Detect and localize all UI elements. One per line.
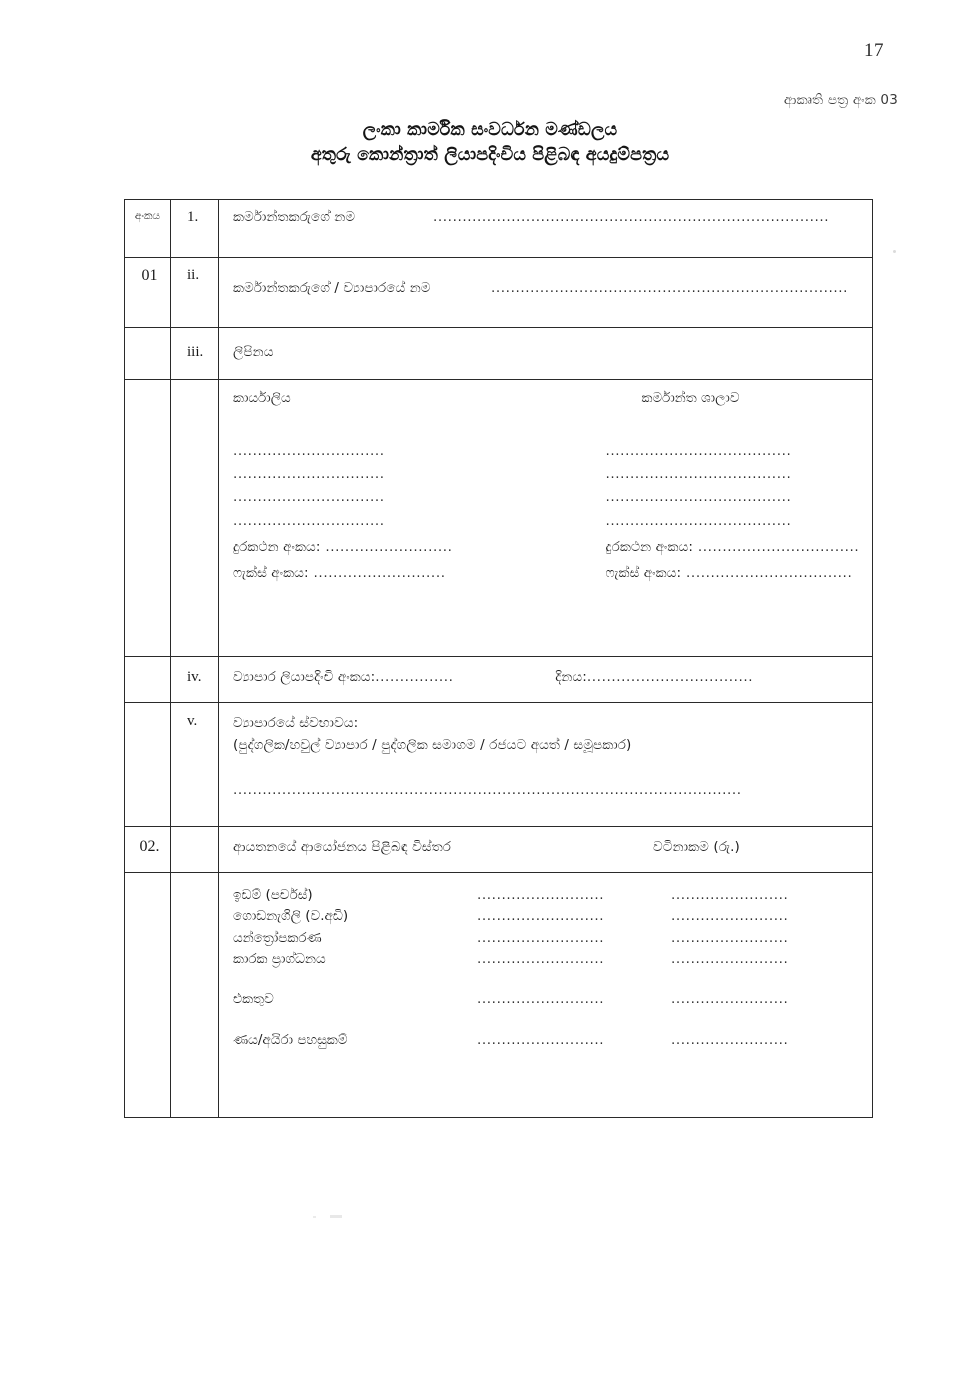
section-number-label: 01 bbox=[141, 267, 158, 284]
row-roman-ii bbox=[171, 258, 219, 328]
title-line-1: ලංකා කාර්මික සංවර්ධන මණ්ඩලය bbox=[362, 120, 618, 140]
office-fax-row bbox=[233, 561, 548, 585]
row-roman-v bbox=[171, 703, 219, 827]
office-telephone-row bbox=[233, 535, 548, 559]
business-registration-number-label: ව්‍යාපාර ලියාපදිංචි අංකය: bbox=[233, 669, 376, 685]
address-fields-cell bbox=[219, 380, 873, 657]
office-heading: කාර්යාලිය bbox=[233, 390, 291, 406]
table-row-i bbox=[125, 200, 873, 258]
office-address-column bbox=[233, 390, 548, 585]
column-header-number bbox=[125, 200, 171, 258]
empty-roman-cell bbox=[171, 873, 219, 1118]
office-fax-label: ෆැක්ස් අංකය: bbox=[233, 564, 309, 581]
investment-item-field-1[interactable]: .......................... bbox=[477, 887, 605, 903]
application-form-table bbox=[124, 199, 873, 1118]
office-fax-field[interactable]: ........................... bbox=[308, 564, 446, 581]
registration-date-field[interactable]: .................................. bbox=[586, 669, 754, 685]
row-roman-iv bbox=[171, 657, 219, 703]
office-address-line-1[interactable]: ............................... bbox=[233, 443, 385, 459]
factory-fax-label: ෆැක්ස් අංකය: bbox=[605, 564, 682, 581]
investment-item-label: කාරක ප්‍රාග්ධනය bbox=[233, 950, 326, 967]
factory-address-line-1[interactable]: ...................................... bbox=[605, 443, 792, 459]
investment-details-label: ආයතනයේ ආයෝජනය පිළිබඳ විස්තර bbox=[233, 839, 452, 855]
empty-number-cell bbox=[125, 328, 171, 380]
factory-address-line-2[interactable]: ...................................... bbox=[605, 466, 792, 483]
investment-item-field-1[interactable]: .......................... bbox=[477, 991, 605, 1008]
table-row-v bbox=[125, 703, 873, 827]
office-telephone-label: දුරකථන අංකය: bbox=[233, 538, 321, 555]
factory-fax-field[interactable]: .................................. bbox=[681, 564, 853, 581]
investment-item-label: ඉඩම් (පර්චස්) bbox=[233, 887, 313, 903]
row-roman-i bbox=[171, 200, 219, 258]
table-row-iii-heading bbox=[125, 328, 873, 380]
empty-number-cell bbox=[125, 380, 171, 657]
section-number-01 bbox=[125, 258, 171, 328]
investment-item-field-2[interactable]: ........................ bbox=[671, 950, 789, 967]
table-row-investment-items bbox=[125, 873, 873, 1118]
investment-item-field-1[interactable]: .......................... bbox=[477, 908, 605, 925]
scan-artifact bbox=[313, 1216, 316, 1218]
factory-fax-row bbox=[606, 561, 863, 585]
roman-numeral: 1. bbox=[187, 209, 199, 225]
roman-numeral: iv. bbox=[187, 669, 202, 685]
investment-item-field-2[interactable]: ........................ bbox=[671, 908, 789, 925]
section-number-02 bbox=[125, 827, 171, 873]
factory-address-line-4[interactable]: ...................................... bbox=[605, 512, 792, 529]
investment-item-field-2[interactable]: ........................ bbox=[671, 929, 789, 946]
office-address-line-2[interactable]: ............................... bbox=[233, 466, 385, 483]
business-name-field[interactable]: ......................................................................... bbox=[491, 280, 849, 296]
factory-telephone-label: දුරකථන අංකය: bbox=[605, 538, 693, 555]
manufacturer-name-field[interactable]: ................................................................................. bbox=[433, 209, 830, 225]
investment-item-field-2[interactable]: ........................ bbox=[671, 991, 789, 1008]
registration-date-label: දිනය: bbox=[555, 669, 587, 685]
title-line-2: අතුරු කොන්ත්‍රාත් ලියාපදිංචිය පිළිබඳ අයදුම්පත්‍රය bbox=[310, 144, 670, 165]
investment-item-row bbox=[233, 928, 864, 949]
roman-numeral: ii. bbox=[187, 267, 200, 283]
row-body-i bbox=[219, 200, 873, 258]
business-name-label: කර්මාන්තකරුගේ / ව්‍යාපාරයේ නම bbox=[233, 280, 431, 296]
scan-artifact bbox=[330, 1215, 342, 1218]
investment-item-row bbox=[233, 949, 864, 970]
office-telephone-field[interactable]: .......................... bbox=[320, 538, 453, 555]
empty-roman-cell bbox=[171, 380, 219, 657]
empty-number-cell bbox=[125, 873, 171, 1118]
investment-item-row bbox=[233, 885, 864, 906]
row-roman-iii bbox=[171, 328, 219, 380]
row-body-v bbox=[219, 703, 873, 827]
table-row-address-block bbox=[125, 380, 873, 657]
document-title bbox=[0, 118, 980, 168]
investment-item-label: එකතුව bbox=[233, 991, 274, 1008]
table-row-section-02-header bbox=[125, 827, 873, 873]
investment-item-field-2[interactable]: ........................ bbox=[671, 1031, 789, 1048]
investment-items-cell bbox=[219, 873, 873, 1118]
business-type-label: ව්‍යාපාරයේ ස්වභාවය: bbox=[233, 715, 359, 731]
investment-item-row bbox=[233, 906, 864, 927]
section-number-label: 02. bbox=[139, 838, 160, 855]
business-type-options: (පුද්ගලික/හවුල් ව්‍යාපාර / පුද්ගලික සමාගම / රජයට අයත් / සමූපකාර) bbox=[233, 736, 632, 753]
investment-item-label: ණය/අයිරා පහසුකම් bbox=[233, 1031, 348, 1048]
factory-telephone-row bbox=[606, 535, 863, 559]
address-label: ලිපිනය bbox=[233, 344, 274, 360]
investment-item-label: යන්ත්‍රෝපකරණ bbox=[233, 929, 322, 946]
page-number: 17 bbox=[864, 40, 884, 61]
row-body-iv bbox=[219, 657, 873, 703]
factory-address-line-3[interactable]: ...................................... bbox=[605, 489, 792, 506]
investment-items-list bbox=[219, 873, 872, 1061]
business-type-field[interactable]: ........................................................................................................ bbox=[233, 782, 742, 799]
row-body-ii bbox=[219, 258, 873, 328]
roman-numeral: iii. bbox=[187, 344, 204, 360]
row-body-iii-heading bbox=[219, 328, 873, 380]
roman-numeral: v. bbox=[187, 713, 198, 729]
empty-roman-cell bbox=[171, 827, 219, 873]
empty-number-cell bbox=[125, 703, 171, 827]
value-column-label: වටිනාකම (රු.) bbox=[653, 839, 740, 855]
form-number-label: ආකෘති පත්‍ර අංක 03 bbox=[783, 92, 898, 108]
section-02-header-body bbox=[219, 827, 873, 873]
manufacturer-name-label: කර්මාන්තකරුගේ නම bbox=[233, 209, 356, 225]
factory-heading: කර්මාන්ත ශාලාව bbox=[641, 390, 740, 406]
table-row-iv bbox=[125, 657, 873, 703]
investment-item-field-1[interactable]: .......................... bbox=[477, 1031, 605, 1048]
investment-item-label: ගොඩනැගිලි (ව.අඩි) bbox=[233, 908, 349, 925]
business-registration-number-field[interactable]: ................ bbox=[375, 669, 454, 685]
empty-number-cell bbox=[125, 657, 171, 703]
factory-telephone-field[interactable]: ................................. bbox=[692, 538, 860, 555]
investment-item-field-2[interactable]: ........................ bbox=[671, 887, 789, 903]
number-column-label: අංකය bbox=[134, 210, 161, 222]
investment-item-row bbox=[233, 989, 864, 1010]
investment-item-field-1[interactable]: .......................... bbox=[477, 929, 605, 946]
investment-item-row bbox=[233, 1030, 864, 1051]
table-row-ii bbox=[125, 258, 873, 328]
office-address-line-3[interactable]: ............................... bbox=[233, 489, 385, 506]
scan-artifact bbox=[893, 250, 896, 253]
factory-address-column bbox=[548, 390, 863, 585]
investment-item-field-1[interactable]: .......................... bbox=[477, 950, 605, 967]
office-address-line-4[interactable]: ............................... bbox=[233, 512, 385, 529]
